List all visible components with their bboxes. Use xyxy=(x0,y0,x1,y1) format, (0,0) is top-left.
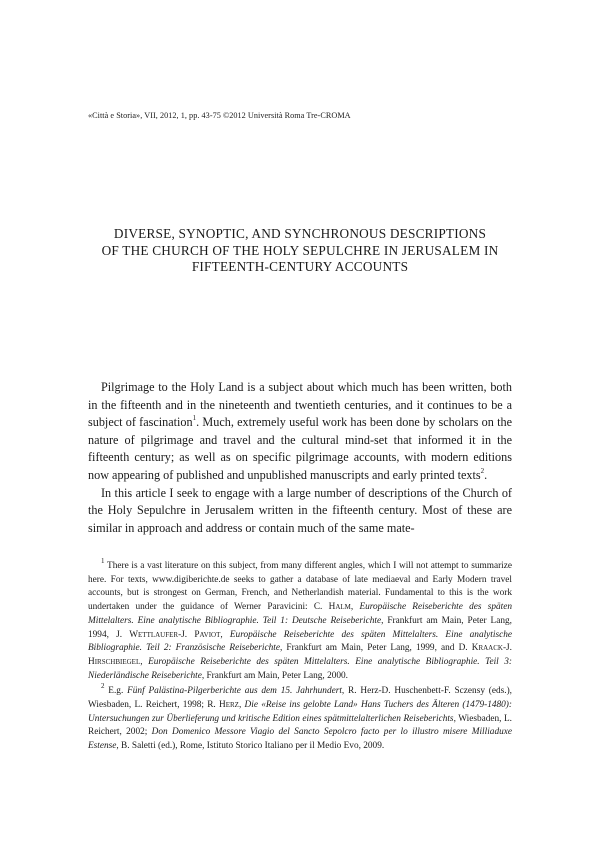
footnote-number-2: 2 xyxy=(101,682,105,691)
title-line-1: DIVERSE, SYNOPTIC, AND SYNCHRONOUS DESCRIPTIONS xyxy=(113,226,487,241)
body-paragraph-2: In this article I seek to engage with a large number of descriptions of the Church of the Holy Sepulchre in Jerusalem written in the fifteenth century. Most of these are similar in approach and address or contain much of the same mate- xyxy=(88,485,512,535)
body-paragraph-1: Pilgrimage to the Holy Land is a subject about which much has been written, both in the fifteenth and in the nineteenth and twentieth centuries, and it continues to be a subject of fascination$^1$. Much, extremely useful work has been done by scholars on the nature of pilgrimage and travel and the cultural mind-set that informed it in the fifteenth century; as well as on specific pilgrimage accounts, with modern editions now appearing of published and unpublished manuscripts and early printed texts$^2$. xyxy=(88,380,512,482)
footnotes xyxy=(88,556,512,755)
footnote-ref-1[interactable]: 1 xyxy=(192,414,197,423)
article-body xyxy=(88,379,512,537)
title-line-3: FIFTEENTH-CENTURY ACCOUNTS xyxy=(191,259,409,275)
footnote-number-1: 1 xyxy=(101,556,105,565)
footnote-ref-2[interactable]: 2 xyxy=(480,466,485,475)
title-line-2: OF THE CHURCH OF THE HOLY SEPULCHRE IN JERUSALEM IN xyxy=(101,242,499,258)
footnote-1: $^1$ There is a vast literature on this subject, from many different angles, which I will not attempt to summarize here. For texts, www.digiberichte.de seeks to gather a database of late mediaeval and Early Modern travel accounts, but is strongest on German, French, and Netherlandish material. Fundamental to this is the work undertaken under the guidance of Werner Paravicini: C. Halm, Europäische Reiseberichte des späten Mittelalters. Eine analytische Bibliographie. Teil 1: Deutsche Reiseberichte, Frankfurt am Main, Peter Lang, 1994, J. Wettlaufer-J. Paviot, Europäische Reiseberichte des späten Mittelalters. Eine analytische Bibliographie. Teil 2: Französische Reiseberichte, Frankfurt am Main, Peter Lang, 1999, and D. Kraack-J. Hirschbiegel, Europäische Reiseberichte des späten Mittelalters. Eine analytische Bibliographie. Teil 3: Niederländische Reiseberichte, Frankfurt am Main, Peter Lang, 2000. xyxy=(88,556,512,681)
article-title xyxy=(60,226,540,276)
footnote-2: $^2$ E.g. Fünf Palästina-Pilgerberichte aus dem 15. Jahrhundert, R. Herz-D. Huschenbett-F. Sczensy (eds.), Wiesbaden, L. Reichert, 1998; R. Herz, Die «Reise ins gelobte Land» Hans Tuchers des Älteren (1479-1480): Untersuchungen zur Überlieferung und kritische Edition eines spätmittelalterlichen Reiseberichts, Wiesbaden, L. Reichert, 2002; Don Domenico Messore Viagio del Sancto Sepolcro facto per lo illustro misere Milliaduxe Estense, B. Saletti (ed.), Rome, Istituto Storico Italiano per il Medio Evo, 2009. xyxy=(88,682,512,752)
journal-citation-header: «Città e Storia», VII, 2012, 1, pp. 43-75 ©2012 Università Roma Tre-CROMA xyxy=(88,111,351,120)
